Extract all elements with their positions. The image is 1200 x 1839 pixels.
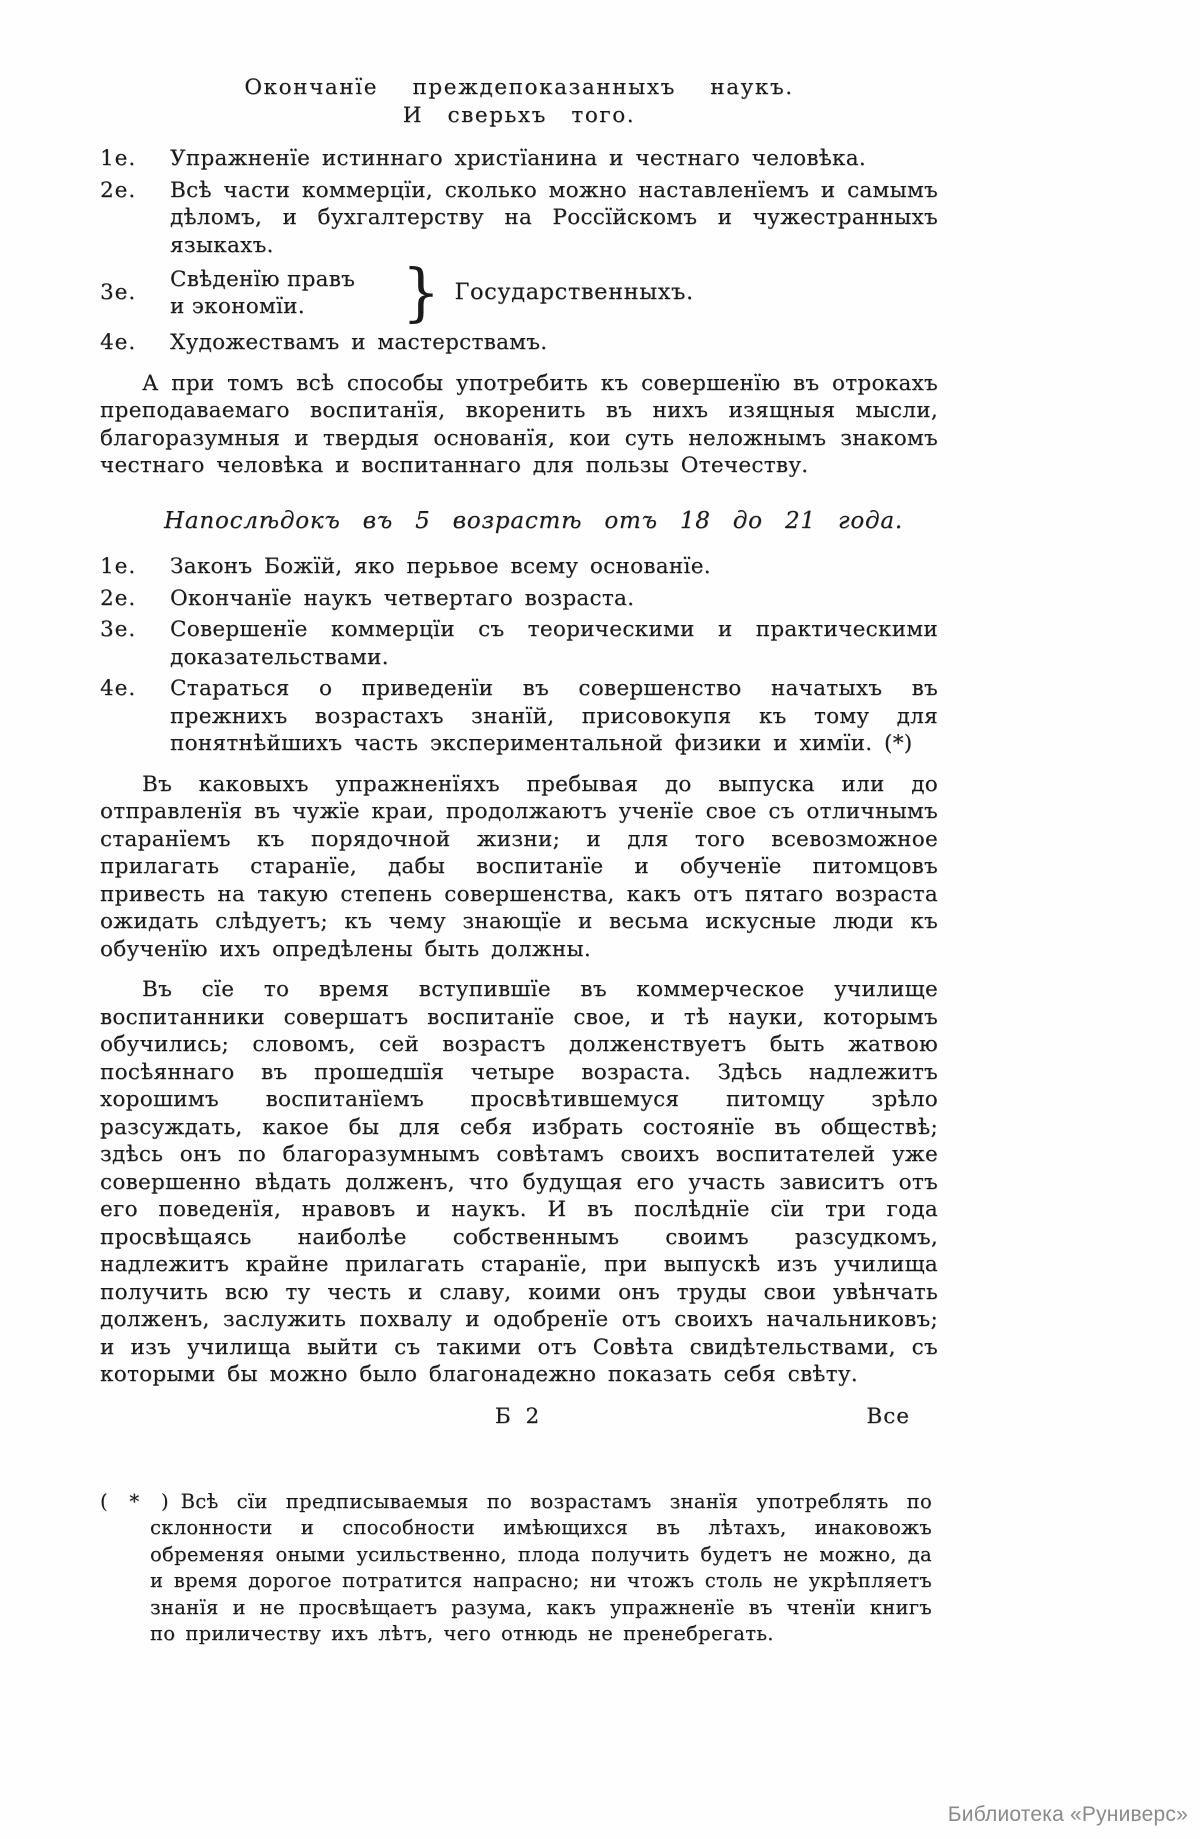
list-item bbox=[100, 177, 938, 260]
item-number: 2е. bbox=[100, 177, 137, 203]
paragraph-final-age: Въ сїе то время вступившїе въ коммерческое училище воспитанники совершатъ воспитанїе свое, и тѣ науки, которымъ обучились; словомъ, сей возрастъ долженствуетъ быть жатвою посѣяннаго въ прошедшїя четыре возраста. Здѣсь надлежитъ хорошимъ воспитанїемъ просвѣтившемуся питомцу зрѣло разсуждать, какое бы для себя избрать состоянїе въ обществѣ; здѣсь онъ по благоразумнымъ совѣтамъ своихъ воспитателей уже совершенно вѣдать долженъ, что будущая его участь зависитъ отъ его поведенїя, нравовъ и наукъ. И въ послѣднїе сїи три года просвѣщаясь наиболѣе собственнымъ своимъ разсудкомъ, надлежитъ крайне прилагать старанїе, при выпускѣ изъ училища получить всю ту честь и славу, коими онъ труды свои увѣнчать долженъ, заслужить похвалу и одобренїе отъ своихъ начальниковъ; и изъ училища выйти съ такими отъ Совѣта свидѣтельствами, съ которыми бы можно было благонадежно показать себя свѣту. bbox=[100, 977, 938, 1387]
item-number: 3е. bbox=[100, 280, 137, 306]
list-item bbox=[100, 145, 938, 173]
heading-line-2: И сверьхъ того. bbox=[402, 102, 636, 128]
item-text: Всѣ части коммерцїи, сколько можно наставленїемъ и самымъ дѣломъ, и бухгалтерству на Россїйскомъ и чужестранныхъ языкахъ. bbox=[170, 177, 938, 258]
item-number: 4е. bbox=[100, 676, 137, 701]
page-content bbox=[100, 74, 938, 1648]
item-text: Государственныхъ. bbox=[454, 279, 694, 306]
item-text: Стараться о приведенїи въ совершенство начатыхъ въ прежнихъ возрастахъ знанїй, присовокупя къ тому для понятнѣйшихъ часть экспериментальной физики и химїи. (*) bbox=[170, 676, 938, 756]
catchword: Все bbox=[866, 1403, 910, 1429]
heading-line-1: Окончанїе преждепоказанныхъ наукъ. bbox=[244, 75, 794, 100]
item-number: 3е. bbox=[100, 617, 137, 642]
signature-row bbox=[100, 1403, 938, 1433]
item-text: и экономїи. bbox=[170, 294, 305, 319]
chapter-heading bbox=[100, 74, 938, 129]
footnote bbox=[100, 1489, 932, 1648]
curly-brace-icon: } bbox=[402, 256, 441, 330]
list-item-with-brace bbox=[100, 256, 938, 330]
item-number: 1е. bbox=[100, 554, 137, 579]
fifth-age-subjects-list bbox=[100, 553, 938, 758]
item-text: Окончанїе наукъ четвертаго возраста. bbox=[170, 585, 635, 611]
signature-mark: Б 2 bbox=[494, 1403, 544, 1429]
list-item bbox=[100, 585, 938, 613]
footnote-text: Всѣ сїи предписываемыя по возрастамъ знанїя употреблять по склонности и способности имѣющихся въ лѣтахъ, инаковожъ обременяя оными усильственно, плода получить будетъ не можно, да и время дорогое потратится напрасно; ни чтожъ столь не укрѣпляетъ знанїя и не просвѣщаетъ разума, какъ упражненїе въ чтенїи книгъ по приличеству ихъ лѣтъ, чего отнюдь не пренебрегать. bbox=[150, 1489, 932, 1645]
list-item bbox=[100, 675, 938, 758]
item-text: Совершенїе коммерцїи съ теорическими и практическими доказательствами. bbox=[170, 617, 938, 670]
item-text: Упражненїе истиннаго христїанина и честнаго человѣка. bbox=[170, 146, 866, 171]
section-heading-fifth-age: Напослѣдокъ въ 5 возрастѣ отъ 18 до 21 года. bbox=[164, 507, 903, 534]
item-text: Законъ Божїй, яко перьвое всему основанїе. bbox=[170, 554, 711, 579]
brace-left-lines bbox=[170, 266, 402, 321]
paragraph-training: Въ каковыхъ упражненїяхъ пребывая до выпуска или до отправленїя въ чужїе краи, продолжаютъ ученїе свое съ отличнымъ старанїемъ къ порядочной жизни; и для того всевозможное прилагать старанїе, дабы воспитанїе и обученїе питомцовъ привесть на такую степень совершенства, какъ отъ пятаго возраста ожидать слѣдуетъ; къ чему знающїе и весьма искусные люди къ обученїю ихъ опредѣлены быть должны. bbox=[100, 771, 938, 962]
fourth-age-subjects-list bbox=[100, 145, 938, 357]
item-number: 4е. bbox=[100, 330, 137, 355]
item-number: 1е. bbox=[100, 146, 137, 171]
list-item bbox=[100, 329, 938, 357]
item-number: 2е. bbox=[100, 585, 137, 611]
footnote-marker: ( * ) bbox=[100, 1489, 171, 1513]
item-text: Художествамъ и мастерствамъ. bbox=[170, 330, 548, 355]
list-item bbox=[100, 553, 938, 581]
item-text: Свѣденїю правъ bbox=[170, 266, 356, 292]
library-watermark: Библиотека «Руниверс» bbox=[947, 1803, 1188, 1826]
list-item bbox=[100, 616, 938, 671]
paragraph-upbringing: А при томъ всѣ способы употребить къ совершенїю въ отрокахъ преподаваемаго воспитанїя, вкоренить въ нихъ изящныя мысли, благоразумныя и твердыя основанїя, кои суть неложнымъ знакомъ честнаго человѣка и воспитаннаго для пользы Отечеству. bbox=[100, 370, 938, 478]
